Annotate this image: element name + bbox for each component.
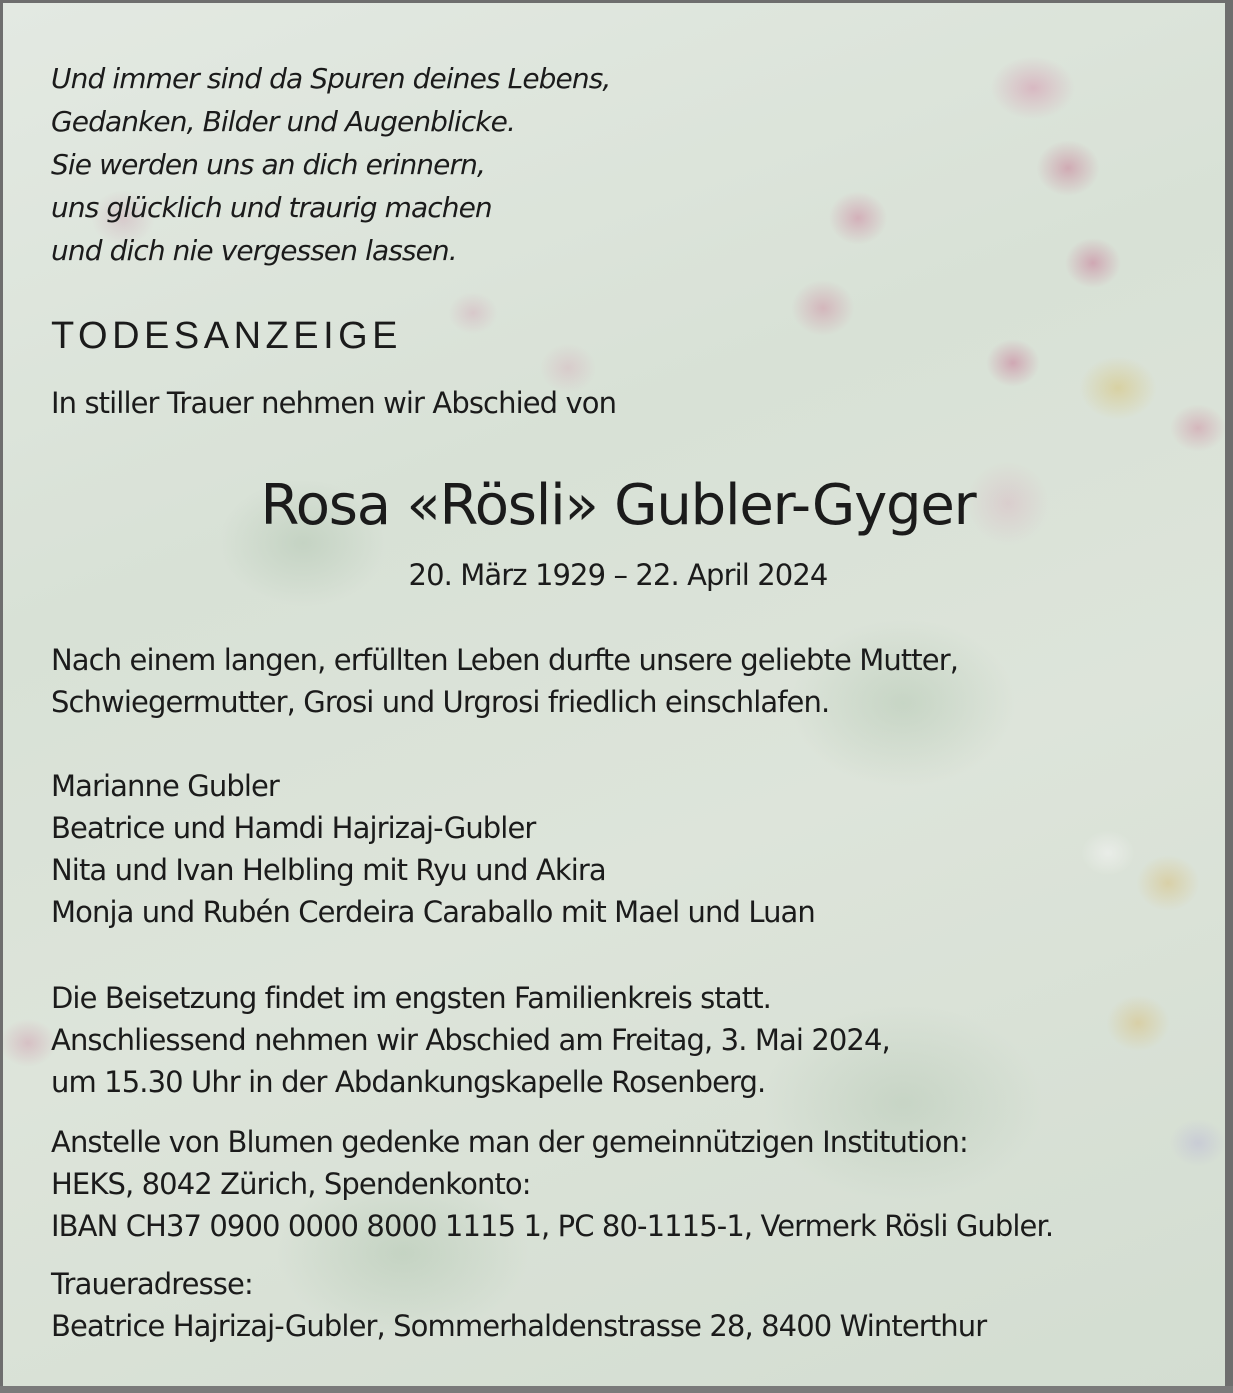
mourner-name: Beatrice und Hamdi Hajrizaj-Gubler [51, 811, 536, 845]
notice-heading: TODESANZEIGE [51, 315, 403, 357]
mourner-name: Marianne Gubler [51, 769, 279, 803]
poem-line: uns glücklich und traurig machen [51, 191, 492, 224]
mourner-name: Monja und Rubén Cerdeira Caraballo mit Mael und Luan [51, 895, 815, 929]
poem-line: Und immer sind da Spuren deines Lebens, [51, 62, 611, 95]
donation-line: Anstelle von Blumen gedenke man der gemeinnützigen Institution: [51, 1125, 968, 1159]
address-line: Beatrice Hajrizaj-Gubler, Sommerhaldenstrasse 28, 8400 Winterthur [51, 1309, 987, 1343]
donation-line: HEKS, 8042 Zürich, Spendenkonto: [51, 1167, 531, 1201]
donation-line: IBAN CH37 0900 0000 8000 1115 1, PC 80-1115-1, Vermerk Rösli Gubler. [51, 1209, 1054, 1243]
mourning-address [51, 1263, 986, 1347]
funeral-line: Anschliessend nehmen wir Abschied am Freitag, 3. Mai 2024, [51, 1023, 890, 1057]
message-line: Nach einem langen, erfüllten Leben durfte unsere geliebte Mutter, [51, 643, 959, 677]
funeral-line: Die Beisetzung findet im engsten Familienkreis statt. [51, 981, 771, 1015]
funeral-line: um 15.30 Uhr in der Abdankungskapelle Rosenberg. [51, 1065, 766, 1099]
memorial-poem [51, 57, 610, 272]
poem-line: und dich nie vergessen lassen. [51, 234, 457, 267]
donation-details [51, 1121, 1053, 1247]
address-label: Traueradresse: [51, 1267, 253, 1301]
intro-text: In stiller Trauer nehmen wir Abschied von [51, 386, 617, 420]
poem-line: Gedanken, Bilder und Augenblicke. [51, 105, 515, 138]
mourner-name: Nita und Ivan Helbling mit Ryu und Akira [51, 853, 606, 887]
deceased-name: Rosa «Rösli» Gubler-Gyger [260, 473, 976, 538]
poem-line: Sie werden uns an dich erinnern, [51, 148, 485, 181]
obituary-notice [3, 3, 1225, 1386]
mourners-list [51, 765, 815, 933]
life-dates: 20. März 1929 – 22. April 2024 [408, 558, 828, 592]
message-line: Schwiegermutter, Grosi und Urgrosi friedlich einschlafen. [51, 685, 830, 719]
funeral-details [51, 977, 890, 1103]
farewell-message [51, 639, 958, 723]
frame-border [0, 1386, 1233, 1393]
